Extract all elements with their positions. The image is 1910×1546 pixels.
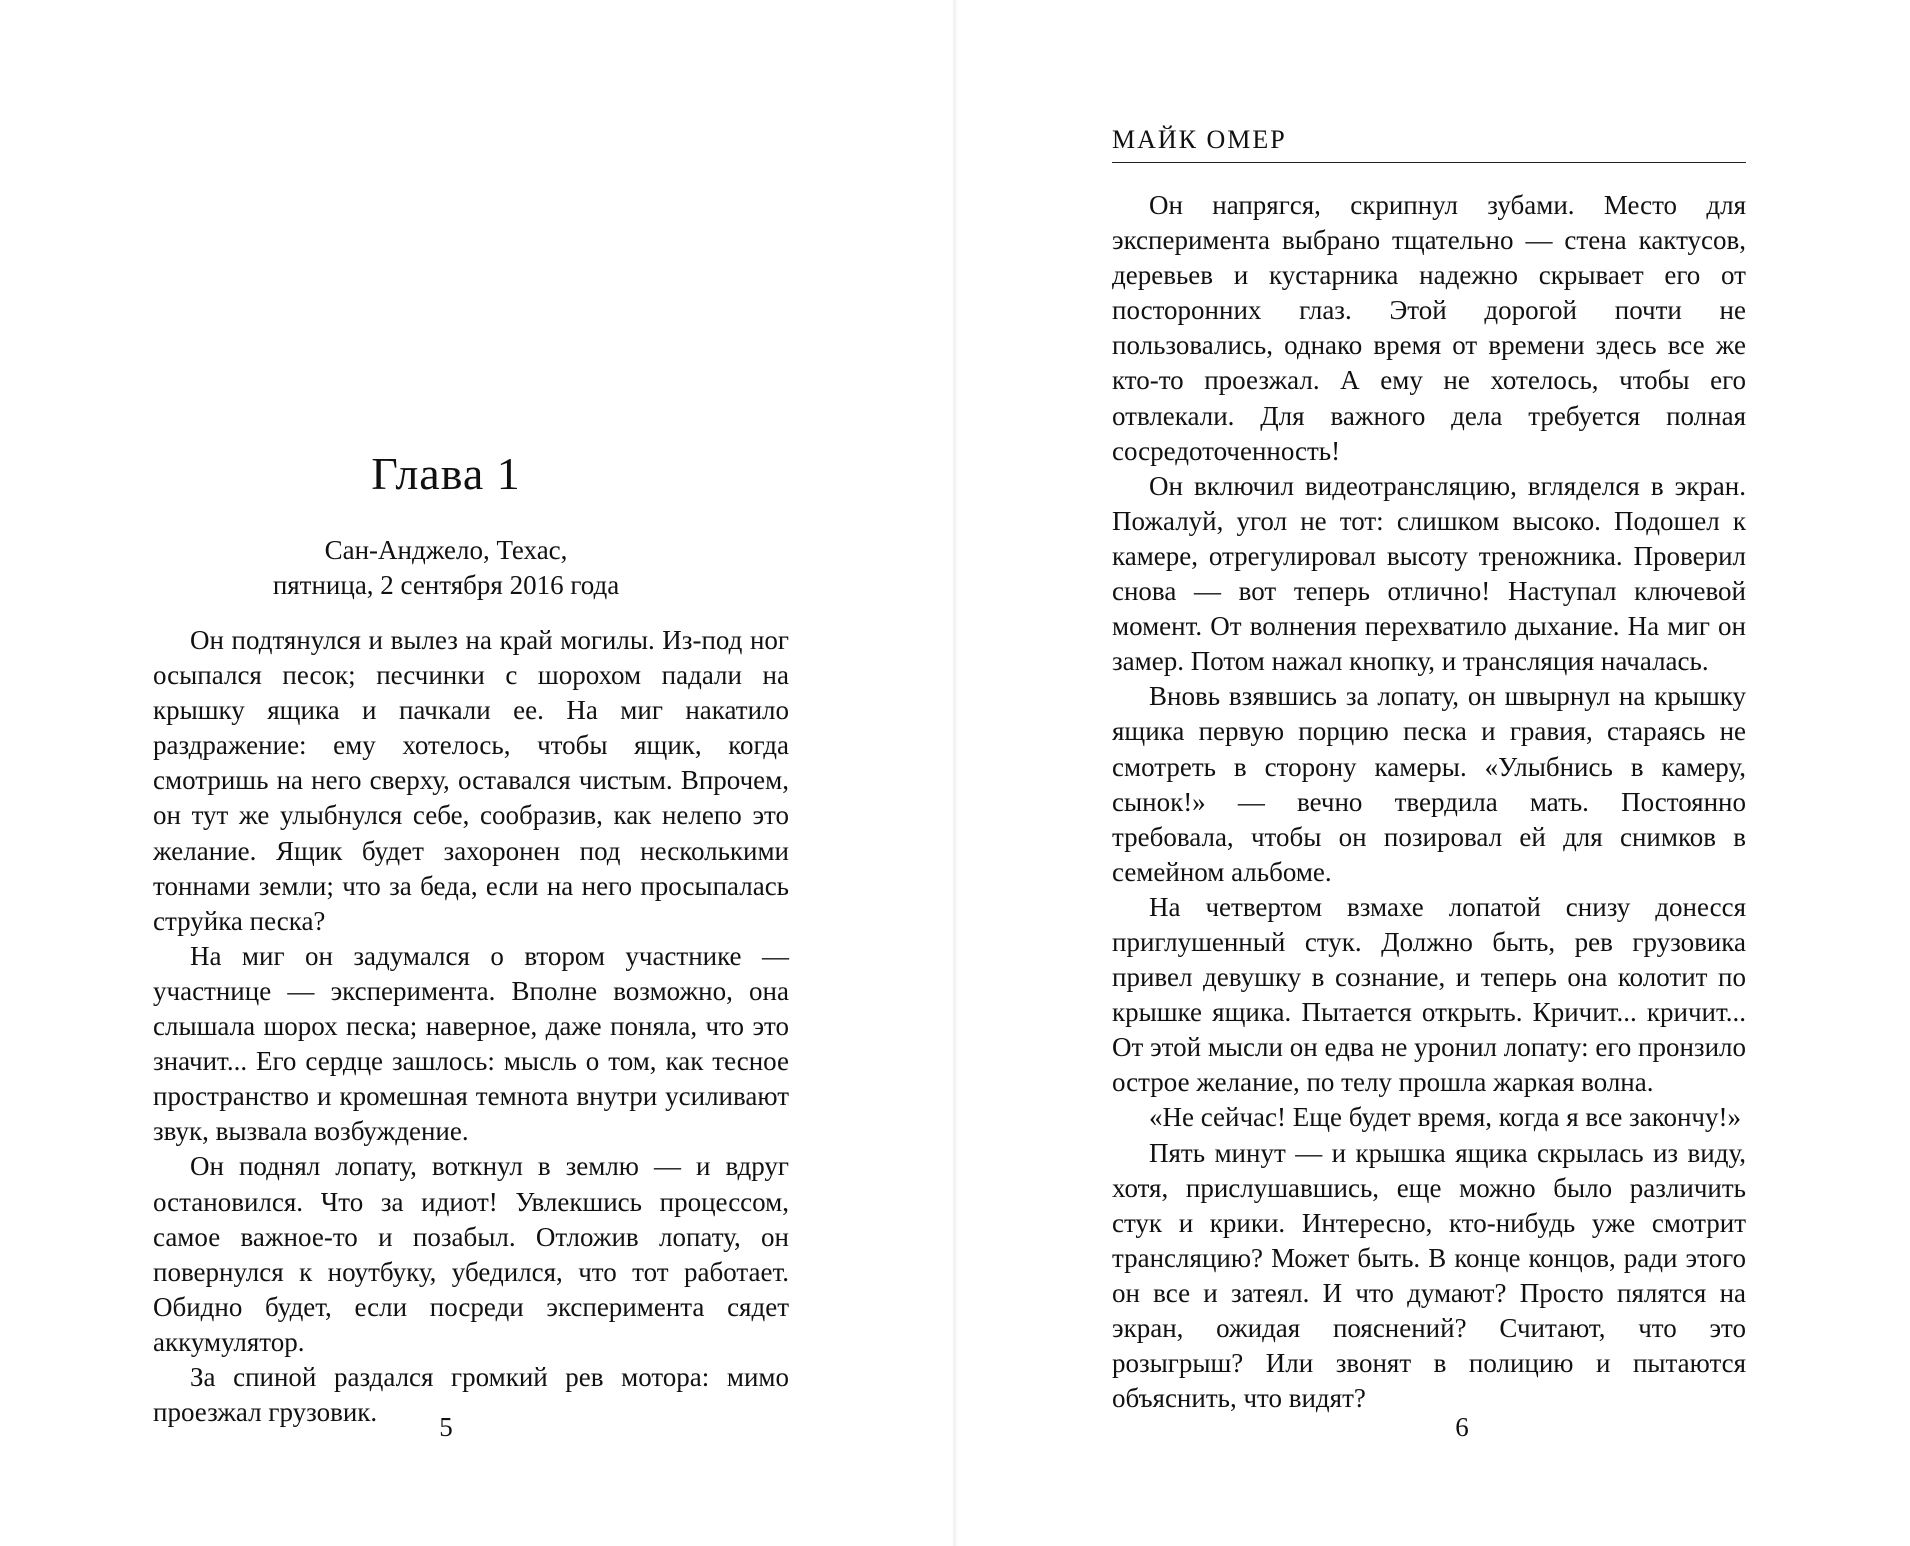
chapter-location: Сан-Анджело, Техас, — [324, 535, 568, 565]
paragraph: Пять минут — и крышка ящика скрылась из виду, хотя, прислушавшись, еще можно было различить стук и крики. Интересно, кто-нибудь уже смотрит трансляцию? Может быть. В конце концов, ради этого он все и затеял. И что думают? Просто пялятся на экран, ожидая пояснений? Считают, что это розыгрыш? Или звонят в полицию и пытаются объяснить, что видят? — [1112, 1137, 1746, 1414]
paragraph: «Не сейчас! Еще будет время, когда я все закончу!» — [1149, 1102, 1741, 1133]
running-head: МАЙК ОМЕР — [1112, 124, 1746, 163]
paragraph: На четвертом взмахе лопатой снизу донесся приглушенный стук. Должно быть, рев грузовика привел девушку в сознание, и теперь она колотит по крышке ящика. Пытается открыть. Кричит... кричит... От этой мысли он едва не уронил лопату: его пронзило острое желание, по телу прошла жаркая волна. — [1112, 891, 1746, 1098]
paragraph: Вновь взявшись за лопату, он швырнул на крышку ящика первую порцию песка и гравия, стараясь не смотреть в сторону камеры. «Улыбнись в камеру, сынок!» — вечно твердила мать. Постоянно требовала, чтобы он позировал ей для снимков в семейном альбоме. — [1112, 681, 1746, 887]
left-page — [0, 0, 952, 1546]
paragraph: За спиной раздался громкий рев мотора: мимо проезжал грузовик. — [153, 1361, 789, 1428]
left-body-text — [153, 623, 789, 1430]
paragraph: Он включил видеотрансляцию, вгляделся в экран. Пожалуй, угол не тот: слишком высоко. Подошел к камере, отрегулировал высоту треножника. Проверил снова — вот теперь отлично! Наступал ключевой момент. От волнения перехватило дыхание. На миг он замер. Потом нажал кнопку, и трансляция началась. — [1112, 470, 1746, 677]
paragraph: На миг он задумался о втором участнике — участнице — эксперимента. Вполне возможно, она слышала шорох песка; наверное, даже поняла, что это значит... Его сердце зашлось: мысль о том, как тесное пространство и кромешная темнота внутри усиливают звук, вызвала возбуждение. — [153, 940, 789, 1147]
chapter-title: Глава 1 — [371, 448, 521, 499]
page-number: 5 — [439, 1412, 453, 1442]
paragraph: Он поднял лопату, воткнул в землю — и вдруг остановился. Что за идиот! Увлекшись процессом, самое важное-то и позабыл. Отложив лопату, он повернулся к ноутбуку, убедился, что тот работает. Обидно будет, если посреди эксперимента сядет аккумулятор. — [153, 1151, 789, 1357]
paragraph: Он подтянулся и вылез на край могилы. Из-под ног осыпался песок; песчинки с шорохом падали на крышку ящика и пачкали ее. На миг накатило раздражение: ему хотелось, чтобы ящик, когда смотришь на него сверху, оставался чистым. Впрочем, он тут же улыбнулся себе, сообразив, как нелепо это желание. Ящик будет захоронен под несколькими тоннами земли; что за беда, если на него просыпалась струйка песка? — [153, 625, 789, 936]
right-page — [958, 0, 1910, 1546]
chapter-date: пятница, 2 сентября 2016 года — [272, 570, 620, 600]
right-body-text — [1112, 188, 1746, 1416]
page-number: 6 — [1455, 1412, 1469, 1442]
paragraph: Он напрягся, скрипнул зубами. Место для эксперимента выбрано тщательно — стена кактусов, деревьев и кустарника надежно скрывает его от посторонних глаз. Этой дорогой почти не пользовались, однако время от времени здесь все же кто-то проезжал. А ему не хотелось, чтобы его отвлекали. Для важного дела требуется полная сосредоточенность! — [1112, 190, 1746, 466]
